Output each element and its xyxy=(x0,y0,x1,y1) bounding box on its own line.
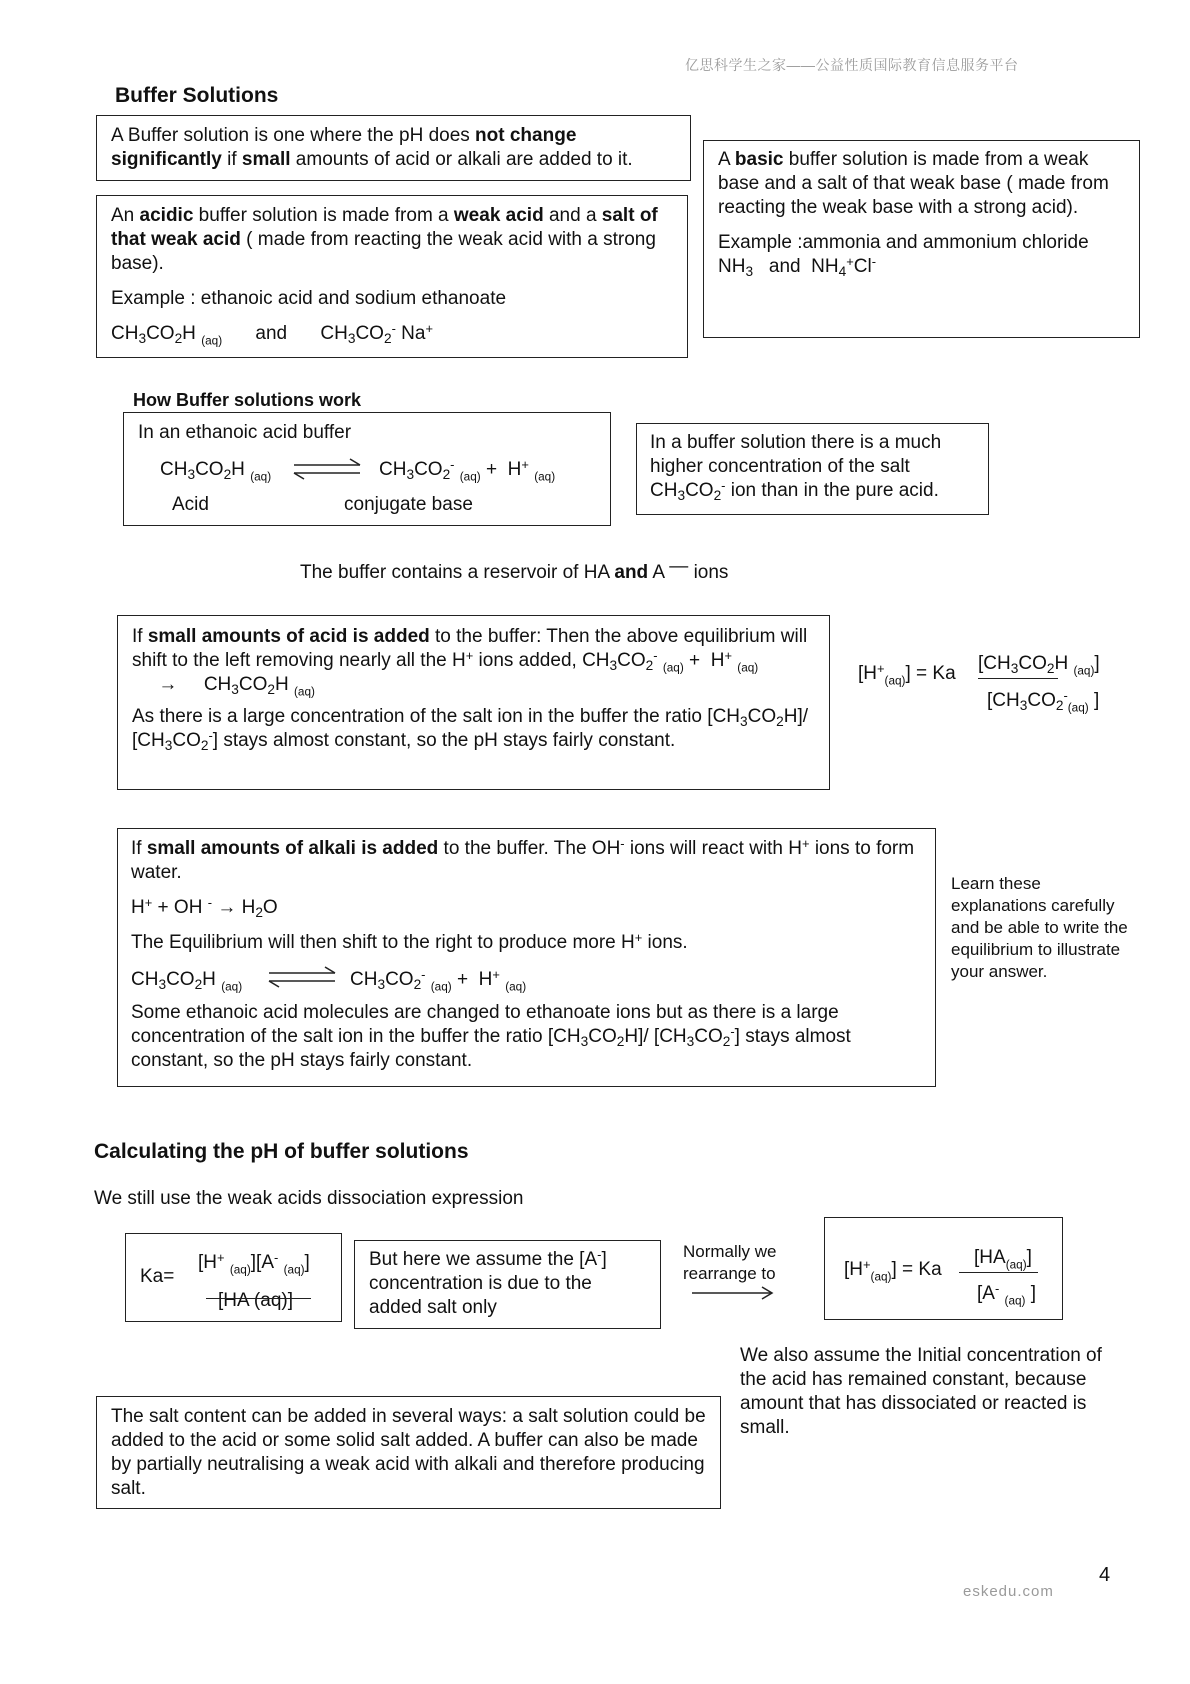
aa-r-minus: - xyxy=(208,728,213,744)
f1-aq: (aq) xyxy=(884,674,906,688)
al-minus: - xyxy=(620,836,625,852)
acidic-text-2: buffer solution is made from a xyxy=(193,205,454,226)
res-dash: — xyxy=(669,556,689,577)
assume-minus: - xyxy=(597,1247,602,1263)
he-3b: 3 xyxy=(406,466,415,482)
ae-co: CO xyxy=(166,969,195,990)
rbd-a: [A xyxy=(977,1283,995,1304)
ae-3b: 3 xyxy=(377,976,386,992)
definition-text: A Buffer solution is one where the pH does xyxy=(111,125,476,146)
bf-nh2: NH xyxy=(811,256,839,277)
salt-text: The salt content can be added in several ways: a salt solution could be added to the acid or some solid salt added. A buffer can also be made by partially neutralising a weak acid with alkali and therefore producing salt. xyxy=(111,1406,706,1499)
rb-aq: (aq) xyxy=(870,1270,892,1284)
kd-aq: (aq) xyxy=(253,1290,288,1311)
ae-ch: CH xyxy=(131,969,159,990)
al-shift-plus: + xyxy=(634,930,643,946)
w-minus: - xyxy=(207,895,213,911)
he-ch: CH xyxy=(160,459,188,480)
assume-box xyxy=(354,1240,661,1329)
header-watermark: 亿思科学生之家——公益性质国际教育信息服务平台 xyxy=(685,57,1019,73)
acidic-text-1: An xyxy=(111,205,140,226)
f1n-co: CO xyxy=(1018,653,1047,674)
rb-lhs xyxy=(844,1258,942,1282)
he-3: 3 xyxy=(187,466,196,482)
footer-site: eskedu.com xyxy=(963,1583,1054,1600)
f-ch: CH xyxy=(111,323,139,344)
assume-text: But here we assume the [A xyxy=(369,1249,598,1270)
he-2b: 2 xyxy=(442,466,451,482)
ar-ch: CH xyxy=(553,1026,581,1047)
ae-minus: - xyxy=(421,967,426,983)
f-3: 3 xyxy=(138,330,147,346)
res-ions: ions xyxy=(688,562,729,583)
acidic-bold-weak-acid: weak acid xyxy=(453,205,544,226)
reservoir-text xyxy=(300,556,729,585)
rb-denominator: [A- $_{(aq)}$ ] xyxy=(977,1281,1037,1308)
f-aq: (aq) xyxy=(201,334,223,348)
f1d-2: 2 xyxy=(1055,697,1064,713)
f1n-aq: (aq) xyxy=(1073,664,1095,678)
aa-r-3b: 3 xyxy=(164,737,173,753)
al-plus: + xyxy=(802,836,810,852)
definition-bold-not-change: not change significantly xyxy=(111,125,577,170)
rb-numerator: $[HA_{(aq)}]$ xyxy=(974,1247,1032,1272)
definition-box xyxy=(96,115,691,181)
aa-3: ions added, xyxy=(473,650,583,671)
ae-plus: + xyxy=(492,967,500,983)
aa-ratio-tail: stays almost constant, so the pH stays fairly constant. xyxy=(218,730,676,751)
ar-2: 2 xyxy=(616,1033,625,1049)
bf-3: 3 xyxy=(745,263,754,279)
bf-and: and xyxy=(768,256,801,277)
aa-plus: + xyxy=(465,648,474,664)
how-line1: In an ethanoic acid buffer xyxy=(138,422,352,443)
rbd-aq: (aq) xyxy=(1004,1294,1026,1308)
bf-4: 4 xyxy=(838,263,847,279)
aa-r-h: H xyxy=(783,706,798,727)
al-body: Some ethanoic acid molecules are changed to ethanoate ions but as there is a large concentration of the salt ion in the buffer the ratio xyxy=(131,1002,839,1047)
aa-hh: H xyxy=(274,674,289,695)
he-aq2: (aq) xyxy=(459,470,481,484)
ethanoic-buffer-box xyxy=(123,412,611,526)
ar-co2: CO xyxy=(694,1026,723,1047)
w-plus: + xyxy=(144,895,153,911)
kn-aq: (aq) xyxy=(229,1263,251,1277)
aa-3b: 3 xyxy=(231,681,239,697)
alkali-added-box: If small amounts of alkali is added to the buffer. The OH- ions will react with H+ ions to form water. H+ + OH $^- \to H_2O$ The Equilibrium will then shift to the right to produce more H+ ions. $CH_3CO_2H$ $_{(aq)}$ $CH_3CO_2^-$ $_{(aq)}$ + H+ $_{(aq)}$ Some ethanoic acid molecules are changed to ethanoate ions but as there is a large concentration of the salt ion in the buffer the ratio $[CH_3CO_2H]/$ $[CH_3CO_2^-]$ stays almost constant, so the pH stays fairly constant. xyxy=(117,828,936,1087)
assume-tail: ] concentration is due to the added salt only xyxy=(369,1249,607,1318)
formula1-lhs xyxy=(858,662,956,686)
ar-h: H xyxy=(624,1026,639,1047)
acidic-bold-salt: salt of that weak acid xyxy=(111,205,658,250)
rb-ka: ] = Ka xyxy=(891,1259,942,1280)
formula1-numerator: [$CH_3CO_2H$ $_{(aq)}$] xyxy=(978,653,1100,678)
acidic-example: Example : ethanoic acid and sodium ethanoate xyxy=(111,288,507,309)
al-eq-right: $CH_3CO_2^-$ $_{(aq)}$ + H+ $_{(aq)}$ xyxy=(350,967,527,994)
ae-aq: (aq) xyxy=(221,980,243,994)
f1-ka: ] = Ka xyxy=(905,663,956,684)
ae-2b: 2 xyxy=(413,976,422,992)
he-ch2: CH xyxy=(379,459,407,480)
f-co: CO xyxy=(146,323,175,344)
salt-box xyxy=(96,1396,721,1509)
assume2-text: We also assume the Initial concentration of the acid has remained constant, because amount that has dissociated or reacted is small. xyxy=(740,1345,1102,1438)
he-h: H xyxy=(231,459,245,480)
aa-aq2: (aq) xyxy=(737,661,759,675)
rb-h: [H xyxy=(844,1259,863,1280)
al-shift: The Equilibrium will then shift to the right to produce more H xyxy=(131,932,635,953)
al-3: ions will react with H xyxy=(624,838,802,859)
f1-plus: + xyxy=(877,661,885,677)
ka-label: Ka= xyxy=(140,1266,175,1287)
al-2: to the buffer. The OH xyxy=(438,838,621,859)
equilibrium-arrow-icon xyxy=(267,965,337,989)
how-acid-label: Acid xyxy=(172,494,209,515)
f-h: H xyxy=(182,323,196,344)
aa-ch: CH xyxy=(582,650,610,671)
hi-ch: CH xyxy=(650,480,678,501)
f-minus: - xyxy=(391,321,396,337)
basic-text-1: A xyxy=(718,149,735,170)
f1n-ch: CH xyxy=(983,653,1011,674)
aa-2n: 2 xyxy=(645,657,654,673)
kn-plus: + xyxy=(217,1250,225,1266)
al-ratio-tail: stays almost constant, so the pH stays fairly constant. xyxy=(131,1026,851,1071)
hi-co: CO xyxy=(685,480,714,501)
rb-fraction-line xyxy=(959,1272,1038,1273)
acidic-text-4: ( made from reacting the weak acid with a strong base). xyxy=(111,229,656,274)
aa-r-co2: CO xyxy=(172,730,201,751)
f-3b: 3 xyxy=(347,330,356,346)
f1n-3: 3 xyxy=(1010,660,1019,676)
alkali-equilibrium xyxy=(131,963,922,1001)
formula1-fraction-line xyxy=(978,678,1058,679)
ar-minus: - xyxy=(730,1024,735,1040)
acidic-bold-acidic: acidic xyxy=(139,205,194,226)
kn-aq2: (aq) xyxy=(283,1263,305,1277)
basic-example: Example :ammonia and ammonium chloride xyxy=(718,232,1089,253)
aa-plus2: + xyxy=(724,648,732,664)
f1d-co: CO xyxy=(1027,690,1056,711)
al-bold: small amounts of alkali is added xyxy=(146,838,439,859)
aa-h: H xyxy=(710,650,725,671)
basic-formula xyxy=(718,255,1125,279)
ka-fraction-line xyxy=(206,1298,311,1299)
ae-aq3: (aq) xyxy=(505,980,527,994)
w-2: 2 xyxy=(255,904,263,920)
acid-added-box: If small amounts of acid is added to the buffer: Then the above equilibrium will shift to the left removing nearly all the H+ ions added, $CH_3CO_2^-$ $_{(aq)}$ + H+ $_{(aq)}$ → $CH_3CO_2H$ $_{(aq)}$ As there is a large concentration of the salt ion in the buffer the ratio $[CH_3CO_2H]/$ $[CH_3CO_2^-]$ stays almost constant, so the pH stays fairly constant. xyxy=(117,615,830,790)
aa-1: If xyxy=(132,626,148,647)
bf-nh: NH xyxy=(718,256,746,277)
f1d-aq: (aq) xyxy=(1067,701,1089,715)
definition-bold-small: small xyxy=(241,149,291,170)
rearrange-label: Normally we rearrange to xyxy=(683,1242,777,1283)
arrow-right-icon: → xyxy=(158,674,178,695)
acidic-text-3: and a xyxy=(543,205,602,226)
f1d-minus: - xyxy=(1063,688,1068,704)
aa-r-3: 3 xyxy=(740,713,748,729)
res-a: A xyxy=(648,562,665,583)
ae-hh: H xyxy=(478,969,493,990)
aa-aq3: (aq) xyxy=(294,685,315,699)
hi-3: 3 xyxy=(677,487,686,503)
f1d-3: 3 xyxy=(1019,697,1028,713)
aa-r-ch: CH xyxy=(712,706,741,727)
bf-cl: Cl xyxy=(853,256,872,277)
res-and: and xyxy=(614,562,649,583)
ar-3b: 3 xyxy=(686,1033,695,1049)
w-oh: + OH xyxy=(152,897,208,918)
how-conj-label: conjugate base xyxy=(344,494,473,515)
how-eq-right: $CH_3CO_2^-$ $_{(aq)}$ + H+ $_{(aq)}$ xyxy=(379,457,556,484)
calc-heading: Calculating the pH of buffer solutions xyxy=(94,1140,469,1163)
page-title: Buffer Solutions xyxy=(115,84,279,107)
aa-co2: CO xyxy=(238,674,268,695)
ka-numerator: [H+ $_{(aq)}$][A- $_{(aq)}$] xyxy=(198,1250,310,1277)
kn-h: H xyxy=(203,1252,218,1273)
f-and: and xyxy=(255,323,288,344)
ae-2: 2 xyxy=(194,976,203,992)
basic-text-2: buffer solution is made from a weak base and a salt of that weak base ( made from reacting the weak base with a strong acid). xyxy=(718,149,1109,218)
aa-r-2: 2 xyxy=(776,713,784,729)
rbn-aq: (aq) xyxy=(1005,1258,1027,1272)
res-1: The buffer contains a reservoir of HA xyxy=(300,562,615,583)
hi-minus: - xyxy=(721,478,726,494)
bf-minus: - xyxy=(871,254,877,270)
formula1-denominator: [$CH_3CO_2^-_{(aq)}$ ] xyxy=(987,688,1100,715)
f1d-ch: CH xyxy=(992,690,1020,711)
ka-denominator: [HA (aq)] xyxy=(218,1290,293,1311)
f-co2: CO xyxy=(355,323,384,344)
arrow-right-icon xyxy=(690,1284,776,1302)
definition-text-if: if xyxy=(221,149,242,170)
he-h2: H xyxy=(507,459,522,480)
he-2: 2 xyxy=(223,466,232,482)
he-aq3: (aq) xyxy=(534,470,556,484)
he-aq: (aq) xyxy=(250,470,272,484)
aa-r-co: CO xyxy=(747,706,777,727)
ae-ch2: CH xyxy=(350,969,378,990)
f1n-h: H xyxy=(1054,653,1069,674)
how-heading: How Buffer solutions work xyxy=(133,390,362,410)
aa-co: CO xyxy=(617,650,646,671)
aa-ch2: CH xyxy=(203,674,232,695)
w-o: O xyxy=(262,897,278,918)
he-co2: CO xyxy=(414,459,443,480)
ar-2b: 2 xyxy=(722,1033,731,1049)
f-2: 2 xyxy=(174,330,183,346)
al-4: ions to form water. xyxy=(131,838,915,883)
how-eq-left xyxy=(160,458,271,482)
ae-aq2: (aq) xyxy=(430,980,452,994)
page-number: 4 xyxy=(1099,1564,1111,1586)
kn-minus: - xyxy=(274,1250,279,1266)
higher-tail: ion than in the pure acid. xyxy=(725,480,939,501)
al-1: If xyxy=(131,838,147,859)
rearranged-box xyxy=(824,1217,1063,1320)
acidic-buffer-box xyxy=(96,195,688,358)
ar-ch2: CH xyxy=(659,1026,687,1047)
higher-formula xyxy=(650,480,939,501)
f-plus: + xyxy=(425,321,433,337)
aa-body: As there is a large concentration of the salt ion in the buffer the ratio xyxy=(132,706,702,727)
al-shift-tail: ions. xyxy=(642,932,688,953)
acidic-formula xyxy=(111,322,673,346)
aa-bold: small amounts of acid is added xyxy=(147,626,430,647)
w-arrow: → H xyxy=(217,897,256,918)
f-2b: 2 xyxy=(383,330,392,346)
aa-r-2b: 2 xyxy=(200,737,209,753)
f1n-2: 2 xyxy=(1046,660,1055,676)
definition-text-tail: amounts of acid or alkali are added to it. xyxy=(290,149,633,170)
basic-buffer-box xyxy=(703,140,1140,338)
w-h: H xyxy=(131,897,145,918)
ar-3: 3 xyxy=(580,1033,589,1049)
rbn-ha: HA xyxy=(979,1247,1006,1268)
higher-text: In a buffer solution there is a much higher concentration of the salt xyxy=(650,432,942,477)
rb-plus: + xyxy=(863,1257,871,1273)
al-eq-left xyxy=(131,968,242,992)
basic-bold-basic: basic xyxy=(734,149,784,170)
f-ch2: CH xyxy=(320,323,348,344)
aa-r-ch2: CH xyxy=(137,730,165,751)
aa-2: to the buffer: Then the above equilibrium will shift to the left removing nearly all the H xyxy=(132,626,808,671)
ae-co2: CO xyxy=(385,969,414,990)
water-equation xyxy=(131,896,922,920)
higher-concentration-box xyxy=(636,423,989,515)
rbd-minus: - xyxy=(994,1281,1000,1297)
aa-aq: (aq) xyxy=(662,661,684,675)
ar-co: CO xyxy=(588,1026,617,1047)
learn-note: Learn these explanations carefully and be able to write the equilibrium to illustrate your answer. xyxy=(951,874,1128,981)
aa-3n: 3 xyxy=(609,657,618,673)
he-plus: + xyxy=(521,457,529,473)
bf-plus: + xyxy=(846,254,854,270)
aa-2b: 2 xyxy=(267,681,275,697)
ae-3: 3 xyxy=(158,976,167,992)
f-na: Na xyxy=(401,323,426,344)
he-co: CO xyxy=(195,459,224,480)
ae-h: H xyxy=(202,969,216,990)
ka-box xyxy=(125,1233,342,1322)
he-minus: - xyxy=(450,457,455,473)
calc-intro: We still use the weak acids dissociation expression xyxy=(94,1188,524,1209)
aa-minus: - xyxy=(653,648,658,664)
hi-2: 2 xyxy=(713,487,722,503)
kd-ha: HA xyxy=(223,1290,249,1311)
equilibrium-arrow-icon xyxy=(292,457,362,481)
f1-h: [H xyxy=(858,663,877,684)
